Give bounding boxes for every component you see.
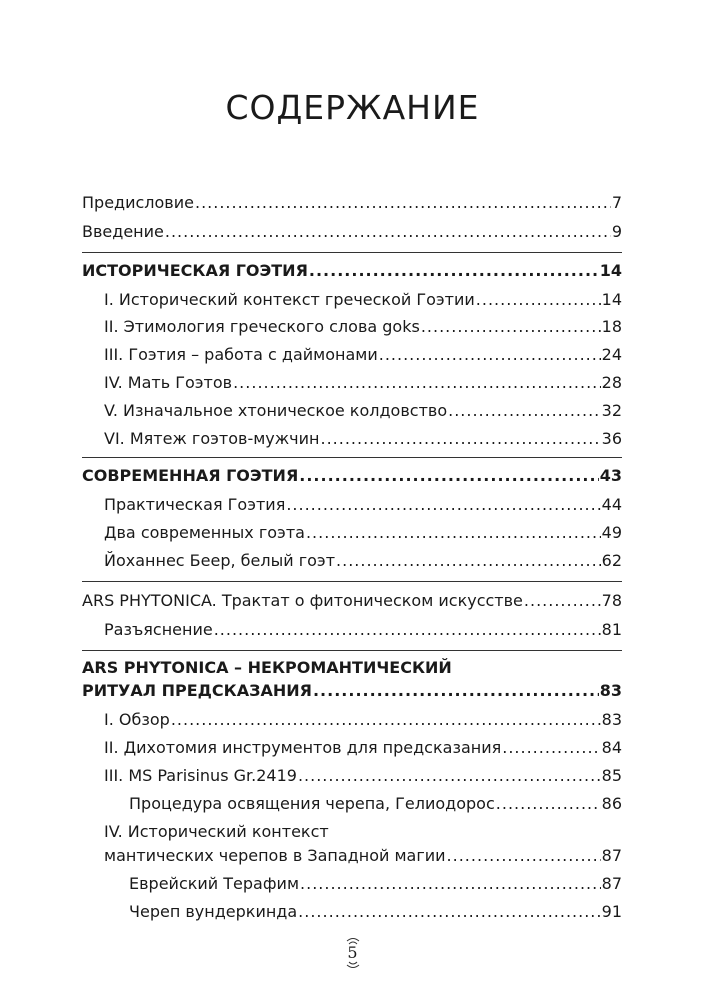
toc-entry-page: 81 [601, 620, 622, 639]
toc-entry-page: 32 [601, 401, 622, 420]
toc-entry-label: РИТУАЛ ПРЕДСКАЗАНИЯ [82, 681, 312, 700]
toc-entry-label: Череп вундеркинда [129, 902, 298, 921]
toc-entry-page: 78 [601, 591, 622, 610]
leader-dots [336, 550, 601, 572]
leader-dots [214, 619, 601, 641]
toc-entry[interactable] [104, 619, 622, 641]
toc-entry[interactable] [104, 765, 622, 787]
toc-entry-page: 62 [601, 551, 622, 570]
toc-entry[interactable] [104, 428, 622, 450]
leader-dots [421, 316, 601, 338]
toc-entry-page: 44 [601, 495, 622, 514]
toc-entry-page: 83 [599, 681, 622, 700]
toc-section-heading-line1[interactable]: ARS PHYTONICA – НЕКРОМАНТИЧЕСКИЙ [82, 658, 452, 677]
toc-entry[interactable] [104, 522, 622, 544]
toc-entry-page: 9 [611, 222, 622, 241]
toc-entry-label: II. Дихотомия инструментов для предсказания [104, 738, 502, 757]
toc-entry[interactable] [104, 372, 622, 394]
toc-section-heading[interactable] [82, 465, 622, 487]
toc-entry[interactable] [104, 289, 622, 311]
leader-dots [309, 260, 599, 282]
toc-entry-label: СОВРЕМЕННАЯ ГОЭТИЯ [82, 466, 299, 485]
toc-entry-label: IV. Мать Гоэтов [104, 373, 233, 392]
leader-dots [300, 873, 601, 895]
page-number: 5 [347, 943, 358, 962]
toc-entry-label: Разъяснение [104, 620, 213, 639]
section-divider [82, 457, 622, 458]
leader-dots [165, 221, 611, 243]
toc-entry-page: 87 [601, 846, 622, 865]
toc-entry-label: I. Исторический контекст греческой Гоэтии [104, 290, 475, 309]
toc-entry-label: II. Этимология греческого слова goks [104, 317, 420, 336]
toc-entry-label: Два современных гоэта [104, 523, 305, 542]
toc-entry[interactable] [104, 845, 622, 867]
toc-entry-page: 7 [611, 193, 622, 212]
section-divider [82, 252, 622, 253]
toc-entry-page: 91 [601, 902, 622, 921]
toc-entry-label: III. MS Parisinus Gr.2419 [104, 766, 297, 785]
toc-entry-page: 84 [601, 738, 622, 757]
toc-entry-page: 14 [601, 290, 622, 309]
toc-entry-label: Практическая Гоэтия [104, 495, 286, 514]
toc-entry[interactable] [129, 901, 622, 923]
toc-entry[interactable] [104, 494, 622, 516]
section-divider [82, 650, 622, 651]
toc-entry-page: 43 [599, 466, 622, 485]
toc-entry[interactable] [104, 550, 622, 572]
toc-entry-page: 28 [601, 373, 622, 392]
toc-entry-label: VI. Мятеж гоэтов-мужчин [104, 429, 320, 448]
leader-dots [524, 590, 601, 612]
toc-entry-page: 36 [601, 429, 622, 448]
toc-entry-page: 14 [599, 261, 622, 280]
toc-entry-label: V. Изначальное хтоническое колдовство [104, 401, 448, 420]
leader-dots [195, 192, 611, 214]
toc-entry[interactable] [104, 344, 622, 366]
leader-dots [502, 737, 600, 759]
leader-dots [476, 289, 601, 311]
leader-dots [306, 522, 601, 544]
toc-entry-label: ARS PHYTONICA. Трактат о фитоническом искусстве [82, 591, 523, 610]
toc-entry-page: 85 [601, 766, 622, 785]
toc-entry-label: III. Гоэтия – работа с даймонами [104, 345, 378, 364]
toc-entry-page: 83 [601, 710, 622, 729]
toc-entry[interactable] [104, 709, 622, 731]
toc-entry-label: мантических черепов в Западной магии [104, 846, 446, 865]
toc-entry-label: Йоханнес Беер, белый гоэт [104, 551, 336, 570]
leader-dots [496, 793, 601, 815]
toc-entry[interactable] [129, 793, 622, 815]
leader-dots [286, 494, 600, 516]
toc-entry[interactable] [104, 400, 622, 422]
leader-dots [233, 372, 601, 394]
toc-entry-line1[interactable]: IV. Исторический контекст [104, 822, 329, 841]
leader-dots [299, 465, 598, 487]
leader-dots [379, 344, 601, 366]
toc-section-heading[interactable] [82, 680, 622, 702]
toc-entry-label: Предисловие [82, 193, 194, 212]
leader-dots [298, 765, 601, 787]
toc-entry-page: 18 [601, 317, 622, 336]
toc-entry[interactable] [104, 316, 622, 338]
toc-entry-label: Процедура освящения черепа, Гелиодорос [129, 794, 495, 813]
toc-entry-label: ИСТОРИЧЕСКАЯ ГОЭТИЯ [82, 261, 308, 280]
section-divider [82, 581, 622, 582]
toc-entry-page: 87 [601, 874, 622, 893]
toc-entry[interactable] [82, 192, 622, 214]
leader-dots [171, 709, 601, 731]
toc-entry[interactable] [104, 737, 622, 759]
toc-entry-label: Еврейский Терафим [129, 874, 300, 893]
leader-dots [448, 400, 601, 422]
toc-entry-page: 49 [601, 523, 622, 542]
leader-dots [447, 845, 601, 867]
toc-entry-label: Введение [82, 222, 164, 241]
toc-entry[interactable] [129, 873, 622, 895]
toc-entry-page: 86 [601, 794, 622, 813]
leader-dots [313, 680, 599, 702]
toc-entry-page: 24 [601, 345, 622, 364]
toc-entry-label: I. Обзор [104, 710, 170, 729]
toc-entry[interactable] [82, 221, 622, 243]
leader-dots [320, 428, 600, 450]
page-title: СОДЕРЖАНИЕ [225, 88, 480, 127]
toc-entry[interactable] [82, 590, 622, 612]
leader-dots [298, 901, 600, 923]
toc-section-heading[interactable] [82, 260, 622, 282]
